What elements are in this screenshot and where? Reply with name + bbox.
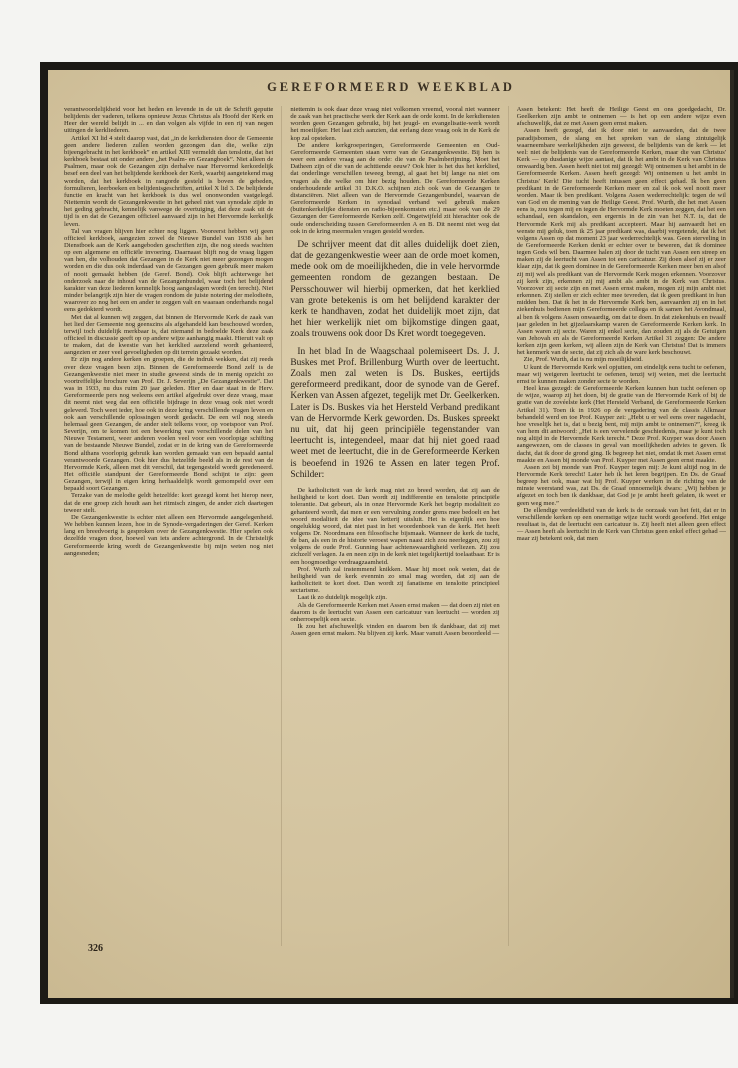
scan-edge (730, 70, 734, 998)
column-divider (281, 106, 282, 946)
paragraph: verantwoordelijkheid voor het heden en levende in de uit de Schrift geputte belijdenis der vaderen, telkens opnieuw Jezus Christus als Hoofd der Kerk en Heer der wereld belijdt in ... en dan volgen als vijfde in een rij van negen uitingen de kerkliederen. (64, 106, 274, 135)
paragraph: De katholiciteit van de kerk mag niet zo breed worden, dat zij aan de heiligheid te kort doet. Dan wordt zij indifferentie en tenslotte principiële tolerantie. Dat gebeurt, als in onze Hervormde Kerk het begrip modaliteit zo gehanteerd wordt, dat men er een vervulning zonder grens mee bedoelt en het woord modaliteit de idee van ketterij uitsluit. Het is eigenlijk een hoe ongelukkig woord, dat niet past in het woordenboek van de kerk. Het heeft volgens Dr. Noordmans een filosofische bijsmaak. Wanneer de kerk de tucht, de ban, als een in de historie veroest wapen naast zich zou neerleggen, zou zij volgens de oude Prof. Gunning haar achtenswaardigheid verliezen. Zij zou zichzelf verlagen. Ja en neen zijn in de kerk niet tegelijkertijd toelaatbaar. Er is een hoogmoedige verdraagzaamheid. (290, 487, 500, 566)
page-number: 326 (88, 943, 103, 954)
paragraph: De ellendige verdeeldheid van de kerk is de oorzaak van het feit, dat er in verschillende kerken op een onernstige wijze tucht wordt geoefend. Het enige resultaat is, dat de leertucht een caricatuur is. Zij heeft niet alleen geen effect — Assen heeft als leertucht in de Kerk van Christus geen enkel effect gehad — maar zij betekent ook, dat men (516, 506, 726, 543)
paragraph: Artikel XI lid 4 stelt daarop vast, dat „in de kerkdiensten door de Gemeente geen andere liederen zullen worden gezongen dan die, welke zijn bijeengebracht in het kerkboek” en artikel XIII vermeldt dan tenslotte, dat het kerkboek bestaat uit onder andere „het Psalm- en Gezangboek”. Niet alleen de Psalmen, maar ook de Gezangen zijn derhalve naar Hervormd kerkordelijk besef een deel van het belijdende kerkboek der Kerk, waarbij aangetekend mag worden, dat het kerkboek in rangorde gesteld is boven de gebeden, formulieren, leerboeken en belijdenisgeschriften, artikel X lid 3. De belijdende functie en kracht van het kerkboek is dus wel ononwonden vastgelegd. Niettemin wordt de Gezangenkwestie in het geheel niet van synodale zijde in het geding gebracht, kennelijk vanwege de overtuiging, dat deze zaak uit de tijd is en dat de Gezangen officieel aanvaard zijn in het Hervormde kerkelijk leven. (64, 134, 274, 228)
magazine-page (48, 70, 734, 998)
paragraph: In het blad In de Waagschaal polemiseert Ds. J. J. Buskes met Prof. Brillenburg Wurth over de leertucht. Zoals men zal weten is Ds. Buskes, eertijds gereformeerd predikant, door de synode van de Geref. Kerken van Assen afgezet, tegelijk met Dr. Geelkerken. Later is Ds. Buskes via het Hersteld Verband predikant van de Hervormde Kerk geworden. Ds. Buskes spreekt nu uit, dat hij geen principiële tegenstander van leertucht is, integendeel, maar dat hij niet goed raad weet met de leertucht, die in de Gereformeerde Kerken is beoefend in 1926 te Assen en later tegen Prof. Schilder: (290, 346, 500, 480)
column-divider (508, 106, 509, 946)
column-middle (290, 106, 499, 946)
paragraph: Assen betekent: Het heeft de Heilige Geest en ons goedgedacht, Dr. Geelkerken zijn ambt te ontnemen — is het op een andere wijze even afschuwelijk, dat ze met Assen geen ernst maken. (516, 106, 726, 128)
paragraph: Er zijn nog andere kerken en groepen, die de indruk wekken, dat zij reeds over deze vragen been zijn. Binnen de Gereformeerde Bond zelf is de Gezangenkwestie niet meer in studie geweest sinds de in menig opzicht zo voortreffelijke brochure van Prof. Dr. J. Severijn „De Gezangenkwestie”. Dat was in 1933, nu dus ruim 20 jaar geleden. Hier en daar staat in de Herv. Gereformeerde pers nog weleens een artikel afgedrukt over deze vraag, maar dit neemt niet weg dat een officiële bijdrage in deze vraag ook niet wordt geleverd. Toch weet ieder, hoe ook in deze kring verschillende vragen leven en ook aan verschillende oplossingen wordt gedacht. De een wil nog steeds helemaal geen Gezangen, de ander stelt telkens voor, op voetspoor van Prof. Severijn, om te komen tot een bewerking van verschillende delen van het Nieuwe Testament, weer anderen voelen veel voor een voorlopige schifting van de bestaande Nieuwe Bundel, zodat er in de kring van de Gereformeerde Bond althans voorlopig gebruik kan worden gemaakt van een bepaald aantal verantwoorde Gezangen. Ook hier dus hetzelfde beeld als in de rest van de Hervormde Kerk, alleen met dit verschil, dat tegengesteld wordt geredeneerd. Het officiële standpunt der Gereformeerde Bond schijnt te zijn: geen Gezangen, terwijl in eigen kring herhaaldelijk wordt gemompeld over een bepaald soort Gezangen. (64, 356, 274, 493)
paragraph: Prof. Wurth zal instemmend knikken. Maar hij moet ook weten, dat de heiligheid van de kerk evenmin zo smal mag worden, dat zij aan de katholiciteit te kort doet. Dan wordt zij fanatisme en tenslotte principieel sectarisme. (290, 565, 500, 595)
paragraph: De Gezangenkwestie is echter niet alleen een Hervormde aangelegenheid. We hebben kunnen lezen, hoe in de Synode-vergaderingen der Geref. Kerken lang en breedvoerig is gesproken over de Gezangenkwestie. Hier spelen ook dezelfde vragen door, hoewel van iets andere achtergrond. In de Christelijk Gereformeerde kring wordt de Gezangenkwestie bij mijn weten nog niet aangesneden; (64, 513, 274, 557)
paragraph: Tal van vragen blijven hier echter nog liggen. Vooreerst hebben wij geen officieel kerkboek, aangezien zowel de Nieuwe Bundel van 1938 als het Dienstboek aan de Kerk aangeboden geschriften zijn, die nog steeds wachten op een algemene en officiële invoering. Daarnaast blijft nog de vraag liggen van hen, die volhouden dat Gezangen in de Kerk niet meer gezongen mogen worden en die dus ook inderdaad van de Gezangen geen gebruik meer maken of nooit gemaakt hebben (de Geref. Bond). Ook blijft achterwege het onderzoek naar de inhoud van de Gezangenbundel, waar toch het belijdend karakter van deze liederen kennelijk hoog aangeslagen wordt (en terecht). Niet minder belangrijk zijn hier de vragen rondom de juiste notering der melodieën, waarover zo nog het een en ander te zeggen valt en waaraan onderhands nogal eens gedokterd wordt. (64, 227, 274, 314)
paragraph: Heel kras gezegd: de Gereformeerde Kerken kunnen hun tucht oefenen op de wijze, waarop zij het doen, bij de gratie van de Hervormde Kerk of bij de gratie van de zovéelste kerk (Het Hersteld Verband, de Gereformeerde Kerken Artikel 31). Toen ik in 1926 op de vergadering van de classis Alkmaar behandeld werd en toe Prof. Kuyper zei: „Hebt u er wel eens over nagedacht, hoe vreselijk het is, dat u bezig bent, mij mijn ambt te ontnemen?”, kreeg ik van hem dit antwoord: „Het is een vervelende geschiedenis, maar je kunt toch nog altijd in de Hervormde Kerk terecht.” Deze Prof. Kuyper was door Assen aangewezen, om de classes in geval van moeilijkheden advies te geven. Ik dacht, dat ik door de grond ging. Ik begreep het niet, omdat ik met Assen ernst maakte en Assen bij monde van Prof. Kuyper met Assen geen ernst maakte. (516, 385, 726, 464)
paragraph: Assen heeft gezegd, dat ik door niet te aanvaarden, dat de twee paradijsbomen, de slang en het spreken van de slang zintuigelijk waarneembare werkelijkheden zijn geweest, de belijdenis van de kerk — let wel: niet de belijdenis van de Gereformeerde Kerken, maar die van Christus' Kerk — op dusdanige wijze aantast, dat ik het ambt in de Kerk van Christus onwaardig ben. Assen heeft niet tot mij gezegd: Wij ontnemen u het ambt in de Gereformeerde Kerken. Assen heeft gezegd: Wij ontnemen u het ambt in Christus' Kerk! Die tucht heeft intussen geen effect gehad. Ik ben geen predikant in de Gereformeerde Kerken meer en zal ik ook wel nooit meer worden. Maar ik ben predikant. Volgens Assen wederrechtelijk: tegen de wil van God en de mening van de Heilige Geest. Prof. Wurth, die het met Assen eens is, zou tegen mij en tegen de Hervormde Kerk moeten zeggen, dat het een schandaal, een skandalon, een ergernis in de zin van het N.T. is, dat de Hervormde Kerk mij als predikant accepteert. Maar hij aanvaardt het en wenste mij geluk, toen ik 25 jaar predikant was, daarbij vergetende, dat ik het volgens Assen op dat moment 23 jaar wederrechtelijk was. Geen sterveling in de Gereformeerde Kerken denkt er echter over te beweren, dat ik dominee tegen Gods wil ben. Daarmee halen zij door de tucht van Assen een streep en maken zij de leertucht van Assen tot een caricatuur. Zij doen alsof zij er zeer klaar zijn, dat ik geen dominee in de Gereformeerde Kerken meer ben en alsof zij mij wel als predikant van de Hervormde Kerk mogen erkennen. Voorzover zij kerk zijn, erkennen zij mij ambt als ambt in de Kerk van Christus. Voorzover zij secte zijn en met Assen ernst maken, mogen zij mijn ambt niet erkennen. Zij stellen er zich echter mee tevreden, dat ik geen predikant in hun midden ben. Dat ik het in de Hervormde Kerk ben, aanvaarden zij en in het ziekenhuis bedienen mijn Gereformeerde collega en ik samen het Avondmaal, al ben ik volgens Assen onwaardig, om dat te doen. In dat ziekenhuis en twaalf jaar geleden in het gijzelaarskamp waren de Gereformeerde Kerken kerk. In Assen waren zij secte. Waren zij enkel secte, dan zouden zij als de Getuigen van Jehovah en als de Gereformeerde Kerken Artikel 31 zeggen: De andere kerken zijn geen kerken, wij alleen zijn de Kerk van Christus! Dat is immers het kenmerk van de secte, dat zij zich als de ware kerk beschouwt. (516, 127, 726, 357)
column-right (517, 106, 726, 946)
paragraph: Zie, Prof. Wurth, dat is nu mijn moeilijkheid. (523, 356, 643, 364)
paragraph: Als de Gereformeerde Kerken met Assen ernst maken — dat doen zij niet en daarom is de leertucht van Assen een caricatuur van leertucht — worden zij onherroepelijk een secte. (290, 601, 500, 623)
paragraph: De schrijver meent dat dit alles duidelijk doet zien, dat de gezangenkwestie weer aan de orde moet komen, mede ook om de moeilijkheden, die in vele hervormde gemeenten rondom de gezangen bestaan. De Persschouwer wil hierbij opmerken, dat het kerklied van grote betekenis is om het belijdend karakter der kerk te handhaven, zodat het duidelijk moet zijn, dat het hier werkelijk niet om bijkomstige dingen gaat, zoals trouwens ook door Ds Kret wordt toegegeven. (290, 239, 500, 340)
paragraph: U kunt de Hervormde Kerk wel opjutten, om eindelijk eens tucht te oefenen, maar wij weigeren leertucht te oefenen, tenzij wij weten, met die leertucht ernst te kunnen maken zonder secte te worden. (516, 363, 726, 385)
column-left (64, 106, 273, 946)
text-columns (64, 106, 726, 946)
paragraph: Terzake van de melodie geldt hetzelfde: kort gezegd komt het hierop neer, dat de ene groep zich houdt aan het ritmisch zingen, de ander zich daartegen teweer stelt. (64, 492, 274, 514)
running-header (48, 70, 734, 104)
paragraph: Laat ik zo duidelijk mogelijk zijn. (297, 594, 388, 602)
paragraph: Met dat al kunnen wij zeggen, dat binnen de Hervormde Kerk de zaak van het lied der Gemeente nog geenszins als afgehandeld kan beschouwd worden, terwijl toch duidelijk merkbaar is, dat niemand in bedoelde Kerk deze zaak officieel in discussie geeft op op andere wijze aanhangig maakt. Hieruit valt op te maken, dat de kwestie van het kerklied aarzelend wordt gehanteerd, aangezien er zeer veel gevoeligheden op dit terrein gezaakt worden. (64, 313, 274, 357)
magazine-title: GEREFORMEERD WEEKBLAD (267, 79, 515, 94)
paragraph: niettemin is ook daar deze vraag niet volkomen vreemd, vooral niet wanneer de zaak van het practische werk der Kerk aan de orde komt. In de kerkdiensten worden geen Gezangen gebruikt, bij het jeugd- en evangelisatie-werk wordt het moeilijker. Het laat zich aanzien, dat eerlang deze vraag ook in de Kerk de kop zal opsteken. (290, 106, 500, 142)
paragraph: Assen zei bij monde van Prof. Kuyper tegen mij: Je kunt altijd nog in de Hervormde Kerk terecht! Later heb ik het leren begrijpen. En Ds. de Graaf begreep het ook, maar wat bij Prof. Kuyper werken in de richting van de minste weerstand was, zat Ds. de Graaf onnoemelijk dwars: „Wij hebben je afgezet en toch ben ik dankbaar, dat God je je ambt heeft gelaten, ik weet er geen weg mee.” (516, 463, 726, 507)
paragraph: De andere kerkgroeperingen, Gereformeerde Gemeenten en Oud-Gereformeerde Gemeenten staan verre van de Gezangenkwestie. Bij hen is weer een andere vraag aan de orde: die van de Psalmberijming. Moet het Datheen zijn of die van de achttiende eeuw? Ook hier is het dus het kerklied, dat onderlinge verschillen teweeg brengt, al gaat het bij lange na niet om vragen als die welke om hier bezig houden. De Gereformeerde Kerken onderhoudende artikel 31 D.K.O. schijnen zich ook van de Gezangen te distanciëren. Niet alleen van de Hervormde Gezangenbundel, waarvan de Gereformeerde Kerken in synodaal verband wel gebruik maken (buitenkerkelijke diensten en radio-bijeenkomsten etc.) maar ook van de 29 Gezangen der Gereformeerde Kerken zelf. Ongetwijfeld zit hierachter ook de oude onderscheiding tussen Gereformeerden A en B. Dit neemt niet weg dat ook in de kring meermalen vragen gesteld worden. (290, 141, 500, 235)
paragraph: Ik zou het afschuwelijk vinden en daarom ben ik dankbaar, dat zij met Assen geen ernst maken. Nu blijven zij kerk. Maar vanuit Assen beoordeeld — (290, 623, 500, 638)
